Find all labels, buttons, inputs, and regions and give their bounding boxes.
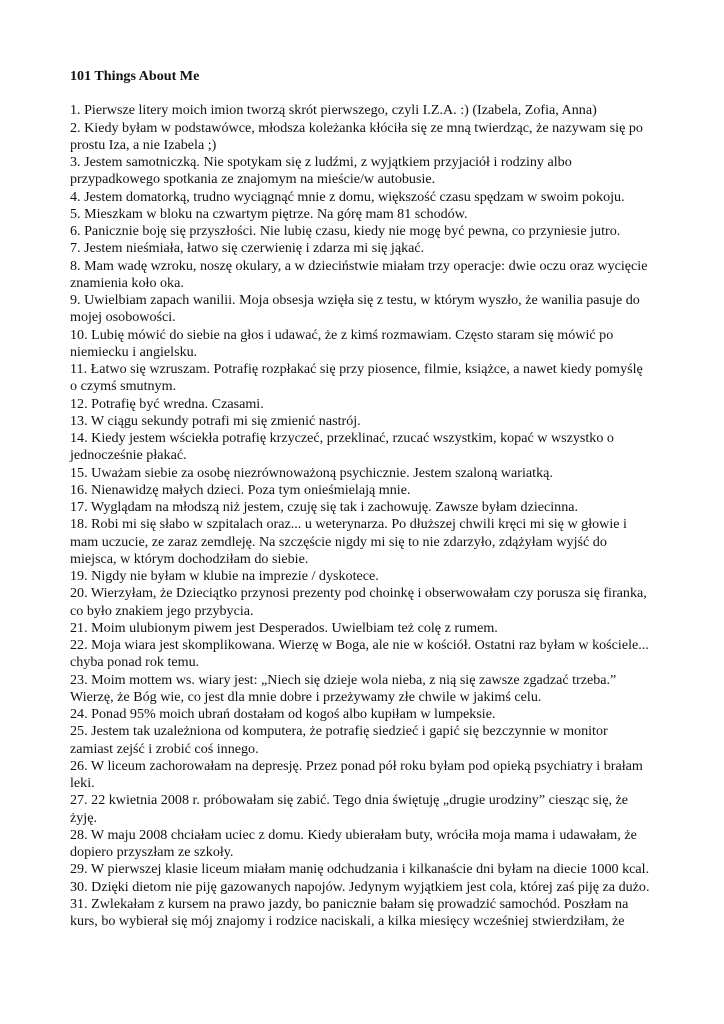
list-item: 31. Zwlekałam z kursem na prawo jazdy, bo panicznie bałam się prowadzić samochód. Poszłam na kurs, bo wybierał się mój znajomy i rodzice naciskali, a kilka miesięcy wcześniej stwierdziłam, że — [70, 895, 629, 929]
document-title: 101 Things About Me — [70, 68, 200, 84]
list-item: 8. Mam wadę wzroku, noszę okulary, a w dzieciństwie miałam trzy operacje: dwie oczu oraz wycięcie znamienia koło oka. — [70, 257, 648, 291]
list-item: 12. Potrafię być wredna. Czasami. — [70, 395, 264, 412]
list-item: 14. Kiedy jestem wściekła potrafię krzyczeć, przeklinać, rzucać wszystkim, kopać w wszystko o jednocześnie płakać. — [70, 430, 614, 464]
list-item: 15. Uważam siebie za osobę niezrównoważoną psychicznie. Jestem szaloną wariatką. — [70, 464, 553, 481]
list-item: 13. W ciągu sekundy potrafi mi się zmienić nastrój. — [70, 412, 361, 429]
list-item: 11. Łatwo się wzruszam. Potrafię rozpłakać się przy piosence, filmie, książce, a nawet kiedy pomyślę o czymś smutnym. — [70, 361, 643, 395]
facts-list — [70, 102, 650, 930]
document-page — [70, 68, 650, 930]
list-item: 21. Moim ulubionym piwem jest Desperados. Uwielbiam też colę z rumem. — [70, 619, 498, 636]
list-item: 6. Panicznie boję się przyszłości. Nie lubię czasu, kiedy nie mogę być pewna, co przyniesie jutro. — [70, 223, 621, 239]
list-item: 5. Mieszkam w bloku na czwartym piętrze. Na górę mam 81 schodów. — [70, 205, 468, 222]
list-item: 29. W pierwszej klasie liceum miałam manię odchudzania i kilkanaście dni byłam na diecie 1000 kcal. — [70, 861, 650, 878]
list-item: 23. Moim mottem ws. wiary jest: „Niech się dzieje wola nieba, z nią się zawsze zgadzać trzeba.” Wierzę, że Bóg wie, co jest dla mnie dobre i przeżywamy złe chwile w jakimś celu. — [70, 671, 617, 705]
list-item: 1. Pierwsze litery moich imion tworzą skrót pierwszego, czyli I.Z.A. :) (Izabela, Zofia, Anna) — [70, 102, 597, 119]
list-item: 27. 22 kwietnia 2008 r. próbowałam się zabić. Tego dnia świętuję „drugie urodziny” ciesząc się, że żyję. — [70, 792, 629, 826]
list-item: 25. Jestem tak uzależniona od komputera, że potrafię siedzieć i gapić się bezczynnie w monitor zamiast zejść i zrobić coś innego. — [70, 723, 608, 757]
list-item: 10. Lubię mówić do siebie na głos i udawać, że z kimś rozmawiam. Często staram się mówić po niemiecku i angielsku. — [70, 326, 614, 360]
list-item: 28. W maju 2008 chciałam uciec z domu. Kiedy ubierałam buty, wróciła moja mama i udawałam, że dopiero przyszłam ze szkoły. — [70, 826, 637, 860]
list-item: 17. Wyglądam na młodszą niż jestem, czuję się tak i zachowuję. Zawsze byłam dziecinna. — [70, 499, 579, 515]
list-item: 18. Robi mi się słabo w szpitalach oraz... u weterynarza. Po dłuższej chwili kręci mi się w głowie i mam uczucie, ze zaraz zemdleję. Na szczęście nigdy mi się to nie zdarzyło, zdążyłam wyjść do miejsca, w którym dochodziłam do siebie. — [70, 516, 627, 567]
list-item: 3. Jestem samotniczką. Nie spotykam się z ludźmi, z wyjątkiem przyjaciół i rodziny albo przypadkowego spotkania ze znajomym na mieście/w autobusie. — [70, 154, 572, 188]
list-item: 4. Jestem domatorką, trudno wyciągnąć mnie z domu, większość czasu spędzam w swoim pokoju. — [70, 188, 625, 205]
list-item: 9. Uwielbiam zapach wanilii. Moja obsesja wzięła się z testu, w którym wyszło, że wanilia pasuje do mojej osobowości. — [70, 292, 640, 326]
list-item: 2. Kiedy byłam w podstawówce, młodsza koleżanka kłóciła się ze mną twierdząc, że nazywam się po prostu Iza, a nie Izabela ;) — [70, 119, 643, 153]
list-item: 7. Jestem nieśmiała, łatwo się czerwienię i zdarza mi się jąkać. — [70, 240, 425, 257]
list-item: 26. W liceum zachorowałam na depresję. Przez ponad pół roku byłam pod opieką psychiatry i brałam leki. — [70, 757, 643, 791]
list-item: 24. Ponad 95% moich ubrań dostałam od kogoś albo kupiłam w lumpeksie. — [70, 706, 496, 722]
list-item: 30. Dzięki dietom nie piję gazowanych napojów. Jedynym wyjątkiem jest cola, której zaś piję za dużo. — [70, 878, 650, 895]
list-item: 19. Nigdy nie byłam w klubie na imprezie / dyskotece. — [70, 568, 379, 584]
list-item: 20. Wierzyłam, że Dzieciątko przynosi prezenty pod choinkę i obserwowałam czy porusza się firanka, co było znakiem jego przybycia. — [70, 585, 647, 619]
list-item: 22. Moja wiara jest skomplikowana. Wierzę w Boga, ale nie w kościół. Ostatni raz byłam w kościele... chyba ponad rok temu. — [70, 637, 649, 671]
list-item: 16. Nienawidzę małych dzieci. Poza tym onieśmielają mnie. — [70, 481, 411, 498]
